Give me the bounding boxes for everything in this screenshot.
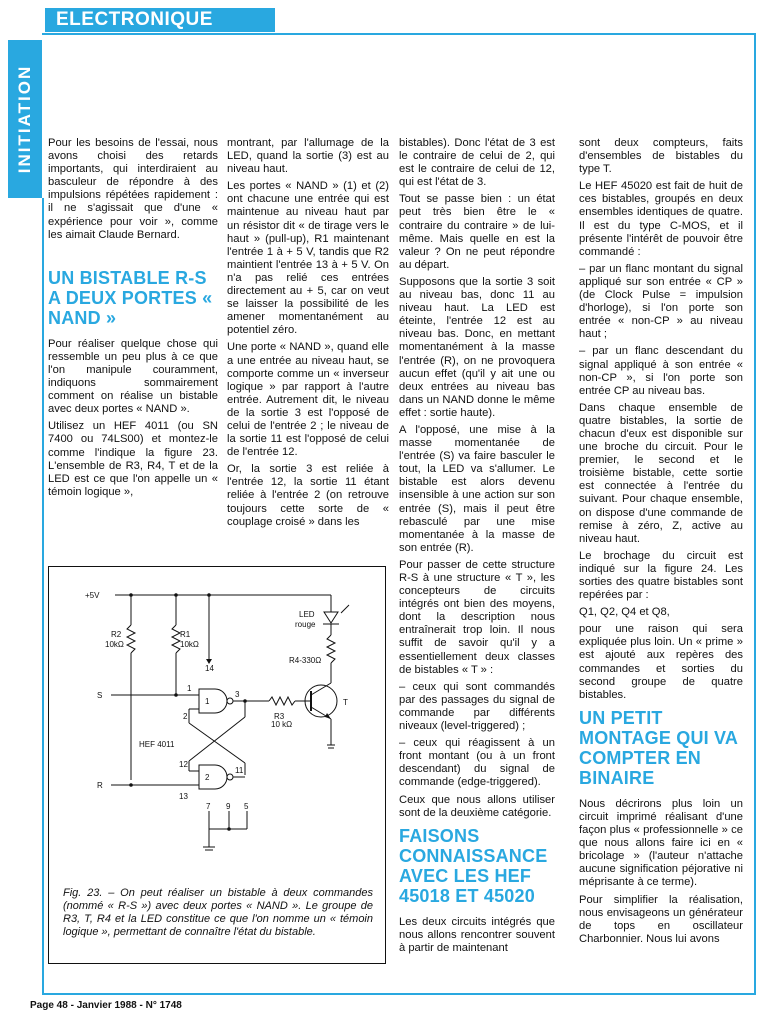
led-rouge xyxy=(324,612,338,623)
paragraph: – ceux qui sont commandés par des passages du signal de commande par différents niveaux (level-triggered) ; xyxy=(399,680,555,733)
paragraph: Les portes « NAND » (1) et (2) ont chacune une entrée qui est maintenue au niveau haut par un résistor dit « de tirage vers le haut » (pull-up), R1 maintenant l'entrée 1 à + 5 V, tandis que R2 maintient l'entrée 13 à + 5 V. On n'a pas relié ces entrées directement au + 5, car on veut se laisser la possibilité de les amener momentanément au potentiel zéro. xyxy=(227,180,389,337)
paragraph: Le HEF 45020 est fait de huit de ces bistables, groupés en deux ensembles identiques de quatre. Il est du type C-MOS, et il présente l'intérêt de pouvoir être commandé : xyxy=(579,180,743,258)
paragraph: Pour passer de cette structure R-S à une structure « T », les concepteurs de circuits intégrés ont bien des moyens, dont la description nous entraînerait trop loin. Il nous suffit de savoir qu'il y a essentiellement deux classes de bistables « T » : xyxy=(399,558,555,676)
resistor-r1 xyxy=(172,625,180,653)
label-s: S xyxy=(97,691,103,700)
label-r1: R1 xyxy=(180,630,191,639)
page-footer: Page 48 - Janvier 1988 - N° 1748 xyxy=(30,1000,182,1011)
heading-montage: UN PETIT MONTAGE QUI VA COMPTER EN BINAIRE xyxy=(579,707,738,788)
column-2 xyxy=(227,137,389,533)
paragraph: Le brochage du circuit est indiqué sur la figure 24. Les sorties des quatre bistables sont repérées par : xyxy=(579,549,743,602)
label-r2: R2 xyxy=(111,630,122,639)
label-vplus: +5V xyxy=(85,591,100,600)
label-pin-13: 13 xyxy=(179,792,188,801)
label-pin-9: 9 xyxy=(226,802,231,811)
paragraph: bistables). Donc l'état de 3 est le contraire de celui de 2, qui est le contraire de celui de 12, qui est l'état de 3. xyxy=(399,137,555,189)
label-pin-7: 7 xyxy=(206,802,211,811)
label-ic: HEF 4011 xyxy=(139,740,175,749)
paragraph: montrant, par l'allumage de la LED, quand la sortie (3) est au niveau haut. xyxy=(227,137,389,176)
label-pin-14: 14 xyxy=(205,664,214,673)
paragraph: Utilisez un HEF 4011 (ou SN 7400 ou 74LS00) et montez-le comme l'indique la figure 23. L'ensemble de R3, R4, T et de la LED est ce que l'on appelle un « témoin logique », xyxy=(48,420,218,498)
label-pin-11: 11 xyxy=(235,766,244,775)
resistor-r4 xyxy=(327,635,335,663)
label-r3: R3 xyxy=(274,712,285,721)
heading-hef: FAISONS CONNAISSANCE AVEC LES HEF 45018 ET 45020 xyxy=(399,825,548,906)
paragraph: Pour les besoins de l'essai, nous avons choisi des retards importants, qui interdiraient au basculeur de répondre à des impulsions répétées rapidement : il ne s'agissait que d'une « expérience pour voir », comme les aimait Claude Bernard. xyxy=(48,137,218,241)
paragraph: pour une raison qui sera expliquée plus loin. Un « prime » est ajouté aux repères des commandes et sorties du second groupe de quatre bistables. xyxy=(579,623,743,701)
paragraph: – ceux qui réagissent à un front montant (ou à un front descendant) du signal de commande (edge-triggered). xyxy=(399,737,555,789)
paragraph: Supposons que la sortie 3 soit au niveau bas, donc 11 au niveau haut. La LED est éteinte, l'entrée 12 est au niveau bas. Donc, en mettant momentanément à la masse l'entrée (R), on ne provoquera aucun effet (qu'il y ait une ou deux entrées au niveau bas dans un NAND donne le même effet : sortie haute). xyxy=(399,275,555,419)
side-label-text: INITIATION xyxy=(15,64,35,174)
label-r: R xyxy=(97,781,103,790)
paragraph: Une porte « NAND », quand elle a une entrée au niveau haut, se comporte comme un « inverseur logique » par rapport à l'autre entrée. Autrement dit, le niveau de la sortie 3 est l'opposé de celui de l'entrée 2 ; le niveau de la sortie 11 est l'opposé de celui de l'entrée 12. xyxy=(227,341,389,459)
paragraph: Ceux que nous allons utiliser sont de la deuxième catégorie. xyxy=(399,793,555,819)
figure-caption: Fig. 23. – On peut réaliser un bistable à deux commandes (nommé « R-S ») avec deux portes « NAND ». Le groupe de R3, T, R4 et la LED constitue ce que l'on nomme un « témoin logique », permettant de connaître l'état du bistable. xyxy=(63,887,373,938)
label-pin-3: 3 xyxy=(235,690,240,699)
label-pin-5: 5 xyxy=(244,802,249,811)
label-pin-2: 2 xyxy=(183,712,188,721)
paragraph: Q1, Q2, Q4 et Q8, xyxy=(579,606,670,619)
paragraph: Or, la sortie 3 est reliée à l'entrée 12, la sortie 11 étant reliée à l'entrée 2 (on retrouve toujours cette sorte de « couplage croisé » dans les xyxy=(227,463,389,528)
column-4 xyxy=(579,137,743,950)
paragraph: sont deux compteurs, faits d'ensembles de bistables du type T. xyxy=(579,137,743,176)
figure-23 xyxy=(48,566,386,964)
label-r1-value: 10kΩ xyxy=(180,640,199,649)
column-1 xyxy=(48,137,218,503)
page-frame-left xyxy=(42,198,44,995)
section-title: ELECTRONIQUE xyxy=(56,9,213,30)
paragraph: Pour simplifier la réalisation, nous envisageons un générateur de tops en oscillateur Charbonnier. Nous lui avons xyxy=(579,893,743,945)
circuit-schematic xyxy=(49,567,385,877)
paragraph: Dans chaque ensemble de quatre bistables, la sortie de chacun d'eux est disponible sur une broche du circuit. Pour le premier, le second et le troisième bistable, cette sortie est connectée à l'entrée du suivant. Pour chaque ensemble, on dispose d'une commande de remise à zéro, Z, active au niveau haut. xyxy=(579,401,743,545)
paragraph: – par un flanc descendant du signal appliqué à son entrée « non-CP », si l'on porte son entrée CP au niveau bas. xyxy=(579,345,743,397)
label-pin-12: 12 xyxy=(179,760,188,769)
label-pin-1: 1 xyxy=(187,684,192,693)
label-gate-1: 1 xyxy=(205,697,210,706)
side-label xyxy=(8,40,42,198)
nand-gate-2 xyxy=(199,765,227,789)
heading-bistable: UN BISTABLE R-S A DEUX PORTES « NAND » xyxy=(48,267,213,328)
label-r4: R4-330Ω xyxy=(289,656,322,665)
paragraph: A l'opposé, une mise à la masse momentanée de l'entrée (S) va faire basculer le tout, la LED va s'allumer. Le bistable est alors devenu insensible à une action sur son entrée (S), mais il peut être rebasculé par une mise momentanée à la masse de son entrée (R). xyxy=(399,423,555,554)
paragraph: – par un flanc montant du signal appliqué sur son entrée « CP » (de Clock Pulse = impulsion d'horloge), si l'on porte son entrée « non-CP » au niveau haut ; xyxy=(579,262,743,341)
label-gate-2: 2 xyxy=(205,773,210,782)
paragraph: Pour réaliser quelque chose qui ressemble un peu plus à ce que l'on manipule couramment, indiquons sommairement comment on réalise un bistable avec deux portes « NAND ». xyxy=(48,337,218,416)
nand-gate-1 xyxy=(199,689,227,713)
resistor-r2 xyxy=(127,625,135,653)
paragraph: Nous décrirons plus loin un circuit imprimé réalisant d'une façon plus « professionnelle » ce que nous allons faire ici en « bricolage » (l'auteur n'attache aucune signification péjorative ni méprisante à ce terme). xyxy=(579,797,743,889)
label-led: LED xyxy=(299,610,315,619)
label-transistor: T xyxy=(343,698,348,707)
label-r3-value: 10 kΩ xyxy=(271,720,293,729)
label-led-color: rouge xyxy=(295,620,316,629)
resistor-r3 xyxy=(269,697,295,705)
column-3 xyxy=(399,137,555,959)
paragraph: Les deux circuits intégrés que nous allons rencontrer souvent à partir de maintenant xyxy=(399,915,555,954)
label-r2-value: 10kΩ xyxy=(105,640,124,649)
paragraph: Tout se passe bien : un état peut très bien être le « contraire du contraire » de lui-même. Mais quelle en est la valeur ? On ne peut répondre au départ. xyxy=(399,193,555,271)
